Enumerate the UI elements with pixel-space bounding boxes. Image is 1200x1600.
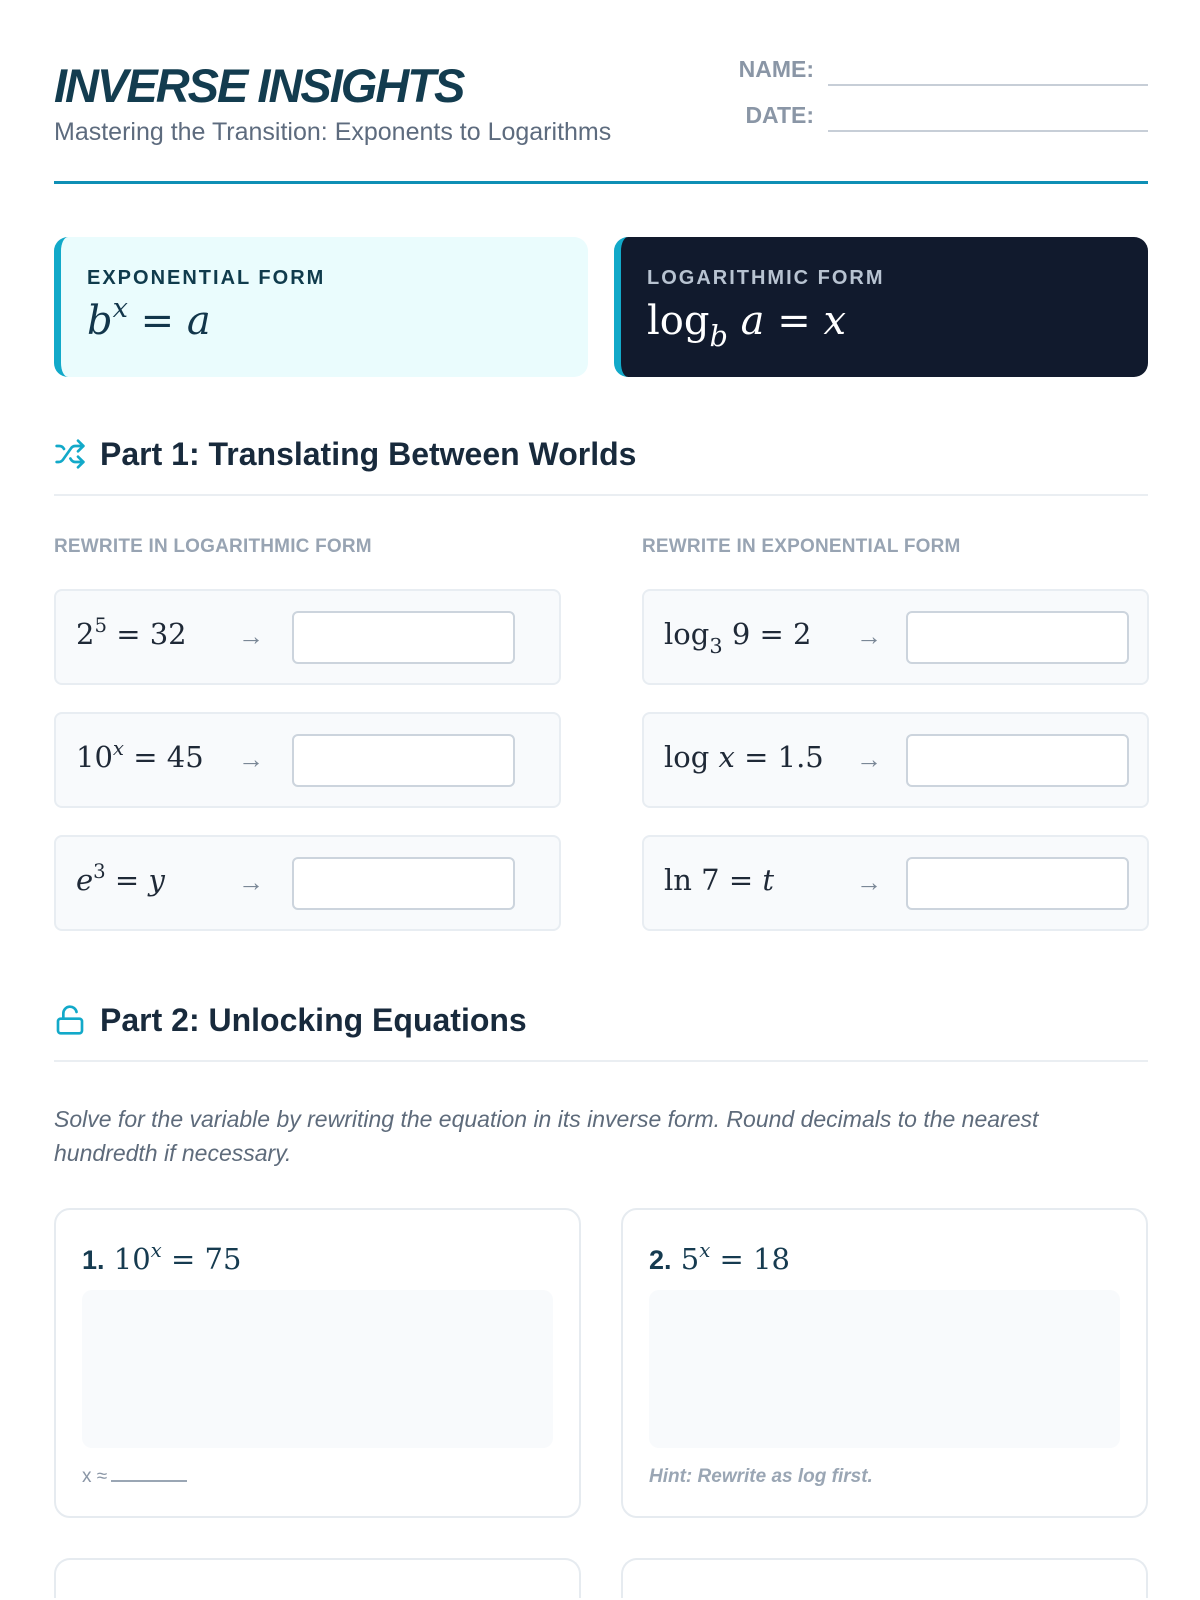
arrow-right-icon: → [238,744,264,774]
translation-row [54,712,561,808]
shuffle-icon [54,438,86,470]
worksheet-title: INVERSE INSIGHTS [54,59,464,112]
problem-card [54,1558,581,1598]
worksheet-header [54,48,1148,184]
work-area[interactable] [649,1290,1120,1448]
exponential-form-expression: $b^x = a$ [87,293,211,344]
given-equation: ln 7 = t [664,863,775,897]
answer-input[interactable] [906,611,1129,664]
given-equation: $e^3 = y$ [76,859,165,897]
given-equation: $\log_3 9 = 2$ [664,617,812,658]
translation-row [642,712,1149,808]
logarithmic-form-card [614,237,1148,377]
part2-instruction: Solve for the variable by rewriting the equation in its inverse form. Round decimals to the nearest hundredth if necessary. [54,1106,1039,1166]
arrow-right-icon: → [856,744,882,774]
translation-row [54,835,561,931]
answer-input[interactable] [906,734,1129,787]
work-area[interactable] [82,1290,553,1448]
unlock-icon [54,1004,86,1036]
problem-card [54,1208,581,1518]
answer-prefix: x ≈ [82,1466,108,1487]
answer-input[interactable] [906,857,1129,910]
translation-row [54,589,561,685]
date-label: DATE: [745,102,814,128]
answer-blank[interactable] [111,1468,187,1482]
problem-title [649,1238,790,1276]
arrow-right-icon: → [238,621,264,651]
logarithmic-column-label: REWRITE IN LOGARITHMIC FORM [54,536,372,557]
part1-title: Part 1: Translating Between Worlds [100,436,637,472]
problem-equation: $10^x = 75$ [113,1238,242,1276]
arrow-right-icon: → [856,621,882,651]
problem-card [621,1208,1148,1518]
name-line[interactable] [828,84,1148,86]
problem-hint: Hint: Rewrite as log first. [649,1466,873,1487]
given-equation: $2^5 = 32$ [76,613,187,651]
worksheet-subtitle: Mastering the Transition: Exponents to Logarithms [54,118,612,146]
part2-heading [54,1002,1148,1062]
exponential-form-card [54,237,588,377]
logarithmic-form-label: LOGARITHMIC FORM [647,267,885,289]
answer-input[interactable] [292,734,515,787]
given-equation: log x = 1.5 [664,740,824,774]
logarithmic-form-expression: $\log_b a = x$ [647,298,847,354]
answer-line [82,1466,187,1488]
arrow-right-icon: → [856,867,882,897]
arrow-right-icon: → [238,867,264,897]
answer-input[interactable] [292,857,515,910]
exponential-column-label: REWRITE IN EXPONENTIAL FORM [642,536,961,557]
exponential-form-label: EXPONENTIAL FORM [87,267,326,289]
problem-number: 1. [82,1245,105,1275]
problem-number: 2. [649,1245,672,1275]
part1-heading [54,436,1148,496]
part2-title: Part 2: Unlocking Equations [100,1002,527,1038]
translation-row [642,835,1149,931]
problem-equation: $5^x = 18$ [680,1238,790,1276]
name-label: NAME: [738,56,814,82]
answer-input[interactable] [292,611,515,664]
translation-row [642,589,1149,685]
date-line[interactable] [828,130,1148,132]
given-equation: $10^x = 45$ [76,736,204,774]
problem-title [82,1238,242,1276]
problem-card [621,1558,1148,1598]
